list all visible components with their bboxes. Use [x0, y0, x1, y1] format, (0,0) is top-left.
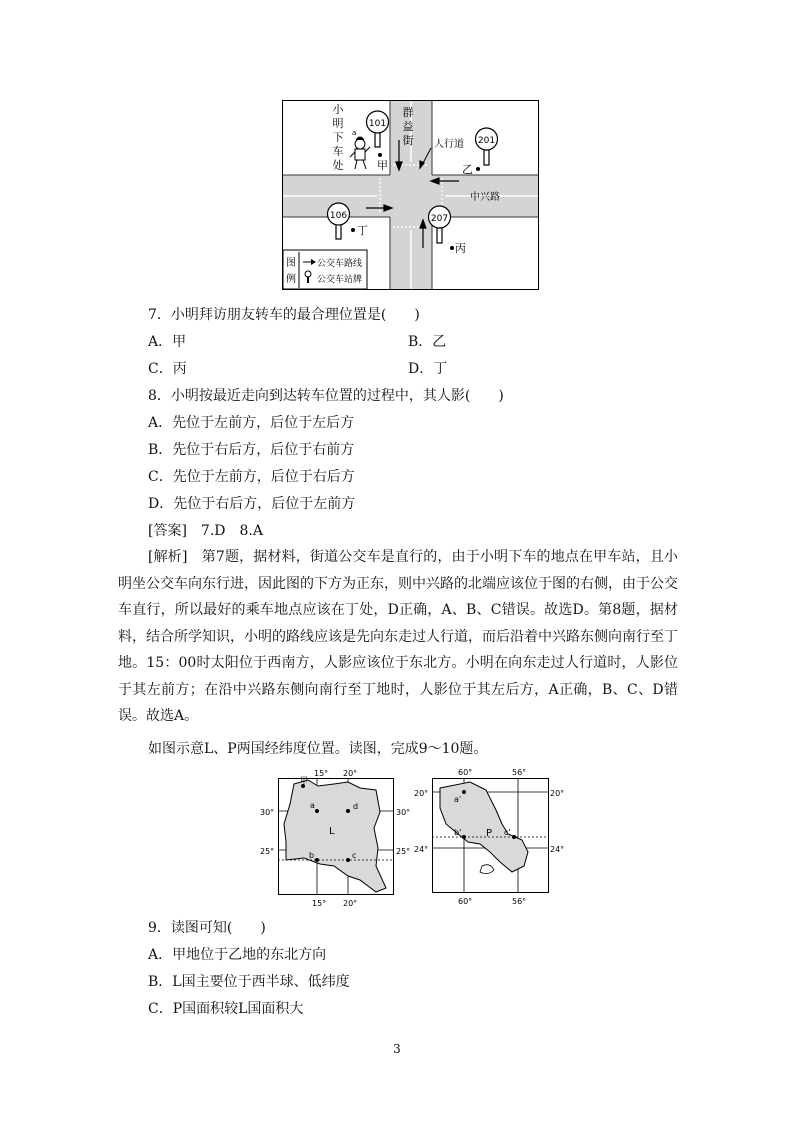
map-P-figure: [410, 762, 572, 912]
q7-option-d: D．丁: [408, 361, 448, 377]
analysis-paragraph: [解析] 第7题，据材料，街道公交车是直行的，由于小明下车的地点在甲车站，且小明坐公交车向东行进，因此图的下方为正东，则中兴路的北端应该位于图的右侧，由于公交车直行，所以最好的乘车地点应该在丁处，D正确，A、B、C错误。故选D。第8题，据材料，结合所学知识，小明的路线应该是先向东走过人行道，而后沿着中兴路东侧向南行至丁地。15：00时太阳位于西南方，人影应该位于东北方。小明在向东走过人行道时，人影位于其左前方；在沿中兴路东侧向南行至丁地时，人影位于其左后方，A正确，B、C、D错误。故选A。: [118, 549, 678, 724]
map-L-lat-right-2: 25°: [396, 847, 411, 856]
map-L-point-jia: 甲: [300, 776, 308, 785]
legend-title-2: 例: [286, 274, 296, 285]
xiaoming-label-1: 小: [332, 103, 344, 116]
point-yi: 乙: [462, 163, 473, 176]
legend-route: 公交车路线: [317, 259, 363, 269]
sidewalk-label: 人行道: [434, 139, 464, 150]
map-L-point-b: b: [309, 851, 315, 860]
stop-207-label: 207: [430, 214, 449, 224]
map-P-lat-right-2: 24°: [550, 845, 565, 854]
q9-option-c: C．P国面积较L国面积大: [148, 1001, 304, 1017]
street-label-3: 街: [402, 134, 414, 147]
point-bing: 丙: [455, 242, 466, 255]
xiaoming-label-2: 明: [332, 117, 344, 130]
svg-text:a: a: [352, 129, 357, 137]
street-label-1: 群: [402, 106, 414, 119]
map-P-top-lon-2: 56°: [512, 768, 527, 777]
map-P-lat-left-1: 20°: [414, 789, 429, 798]
q8-option-a: A．先位于左前方，后位于左后方: [148, 415, 355, 431]
q7-option-b: B．乙: [408, 334, 447, 350]
stop-101-label: 101: [368, 119, 387, 129]
map-L-top-lon-1: 15°: [314, 769, 329, 778]
q9-option-b: B．L国主要位于西半球、低纬度: [148, 974, 350, 990]
map-L-point-d: d: [353, 802, 359, 811]
road-label: 中兴路: [470, 192, 500, 203]
q7-option-a: A．甲: [148, 334, 187, 350]
map-P-bottom-lon-2: 56°: [512, 897, 527, 906]
q9-stem: 9．读图可知( ): [148, 920, 266, 936]
map-L-country: L: [329, 826, 335, 837]
legend-title-1: 图: [286, 258, 296, 269]
map-L-lat-left-1: 30°: [260, 808, 275, 817]
stop-106-label: 106: [329, 211, 348, 221]
map-P-lat-left-2: 24°: [414, 845, 429, 854]
q7-stem: 7．小明拜访朋友转车的最合理位置是( ): [148, 307, 420, 323]
legend-stop: 公交车站牌: [317, 275, 363, 285]
map-L-figure: [256, 768, 414, 910]
map-L-bottom-lon-1: 15°: [312, 899, 327, 908]
map-P-country: P: [486, 828, 493, 839]
q8-stem: 8．小明按最近走向到达转车位置的过程中，其人影( ): [148, 388, 504, 404]
map-L-lat-left-2: 25°: [260, 847, 275, 856]
map-P-point-c: c': [504, 828, 511, 837]
xiaoming-label-5: 处: [332, 159, 344, 172]
intersection-figure: [282, 100, 540, 292]
xiaoming-label-4: 车: [332, 145, 344, 158]
stop-201-label: 201: [477, 136, 496, 146]
map-P-point-a: a': [454, 795, 462, 804]
q8-option-c: C．先位于左前方，后位于右后方: [148, 469, 355, 485]
point-jia: 甲: [377, 159, 388, 172]
q8-option-d: D．先位于右后方，后位于左前方: [148, 496, 356, 512]
map-P-point-b: b': [454, 828, 462, 837]
map-P-bottom-lon-1: 60°: [458, 897, 473, 906]
q7-option-c: C．丙: [148, 361, 187, 377]
street-label-2: 益: [402, 120, 414, 133]
map-L-lat-right-1: 30°: [396, 808, 411, 817]
map-L-bottom-lon-2: 20°: [343, 899, 358, 908]
map-L-point-c: c: [352, 851, 357, 860]
q9-option-a: A．甲地位于乙地的东北方向: [148, 947, 327, 963]
point-ding: 丁: [357, 224, 368, 237]
map-P-top-lon-1: 60°: [458, 768, 473, 777]
maps-intro: 如图示意L、P两国经纬度位置。读图，完成9～10题。: [148, 741, 488, 757]
map-L-top-lon-2: 20°: [343, 769, 358, 778]
map-L-point-a: a: [310, 801, 315, 810]
map-P-lat-right-1: 20°: [550, 789, 565, 798]
q8-option-b: B．先位于右后方，后位于右前方: [148, 442, 355, 458]
answer-line: [答案] 7.D 8.A: [148, 523, 263, 539]
xiaoming-label-3: 下: [332, 131, 344, 144]
page-number: 3: [393, 1042, 401, 1056]
